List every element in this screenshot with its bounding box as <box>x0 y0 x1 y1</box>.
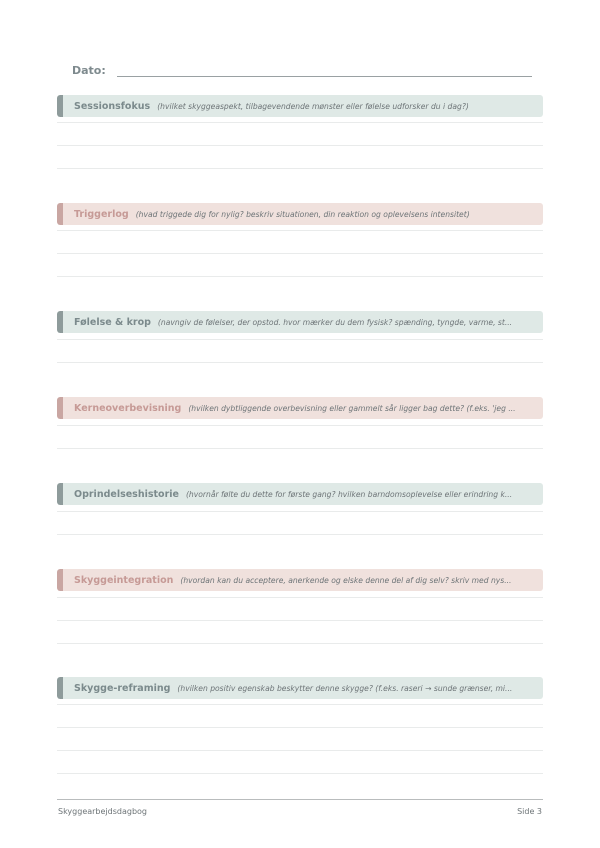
section-title: Triggerlog <box>74 208 129 220</box>
section-accent-bar <box>57 677 63 699</box>
section-kerneoverbevisning <box>57 397 543 419</box>
section-skygge-reframing <box>57 677 543 699</box>
writing-line[interactable] <box>57 339 543 340</box>
section-hint: (hvilket skyggeaspekt, tilbagevendende mønster eller følelse udforsker du i dag?) <box>157 101 469 111</box>
section-title: Følelse & krop <box>74 316 151 328</box>
writing-line[interactable] <box>57 727 543 728</box>
writing-line[interactable] <box>57 704 543 705</box>
date-input-line[interactable] <box>117 76 532 77</box>
writing-line[interactable] <box>57 773 543 774</box>
section-accent-bar <box>57 483 63 505</box>
section-header <box>57 203 543 225</box>
writing-line[interactable] <box>57 597 543 598</box>
writing-line[interactable] <box>57 750 543 751</box>
section-skyggeintegration <box>57 569 543 591</box>
footer-title: Skyggearbejdsdagbog <box>58 807 148 816</box>
footer-divider <box>57 799 543 800</box>
page-number: Side 3 <box>517 807 542 816</box>
section-title: Skygge-reframing <box>74 682 171 694</box>
section-hint: (hvilken positiv egenskab beskytter denne skygge? (f.eks. raseri → sunde grænser, mi... <box>177 683 513 693</box>
section-accent-bar <box>57 203 63 225</box>
section-header <box>57 311 543 333</box>
section-foelelse-krop <box>57 311 543 333</box>
writing-line[interactable] <box>57 253 543 254</box>
section-accent-bar <box>57 95 63 117</box>
section-hint: (hvad triggede dig for nylig? beskriv situationen, din reaktion og oplevelsens intensitet) <box>135 209 470 219</box>
writing-line[interactable] <box>57 230 543 231</box>
writing-line[interactable] <box>57 620 543 621</box>
section-accent-bar <box>57 311 63 333</box>
date-label: Dato: <box>72 64 106 77</box>
section-header <box>57 397 543 419</box>
date-row <box>72 64 532 80</box>
section-header <box>57 677 543 699</box>
writing-line[interactable] <box>57 511 543 512</box>
section-accent-bar <box>57 397 63 419</box>
section-hint: (navngiv de følelser, der opstod. hvor mærker du dem fysisk? spænding, tyngde, varme, st... <box>157 317 513 327</box>
writing-line[interactable] <box>57 425 543 426</box>
section-header <box>57 569 543 591</box>
section-triggerlog <box>57 203 543 225</box>
section-oprindelseshistorie <box>57 483 543 505</box>
writing-line[interactable] <box>57 643 543 644</box>
section-title: Skyggeintegration <box>74 574 174 586</box>
writing-line[interactable] <box>57 534 543 535</box>
section-hint: (hvornår følte du dette for første gang? hvilken barndomsoplevelse eller erindring k... <box>185 489 513 499</box>
writing-line[interactable] <box>57 122 543 123</box>
writing-line[interactable] <box>57 362 543 363</box>
writing-line[interactable] <box>57 448 543 449</box>
section-title: Oprindelseshistorie <box>74 488 179 500</box>
section-accent-bar <box>57 569 63 591</box>
writing-line[interactable] <box>57 168 543 169</box>
section-sessionsfokus <box>57 95 543 117</box>
section-header <box>57 483 543 505</box>
section-hint: (hvordan kan du acceptere, anerkende og elske denne del af dig selv? skriv med nys... <box>180 575 512 585</box>
section-title: Sessionsfokus <box>74 100 151 112</box>
writing-line[interactable] <box>57 145 543 146</box>
section-hint: (hvilken dybtliggende overbevisning eller gammelt sår ligger bag dette? (f.eks. 'jeg ... <box>188 403 516 413</box>
writing-line[interactable] <box>57 276 543 277</box>
section-title: Kerneoverbevisning <box>74 402 182 414</box>
section-header <box>57 95 543 117</box>
